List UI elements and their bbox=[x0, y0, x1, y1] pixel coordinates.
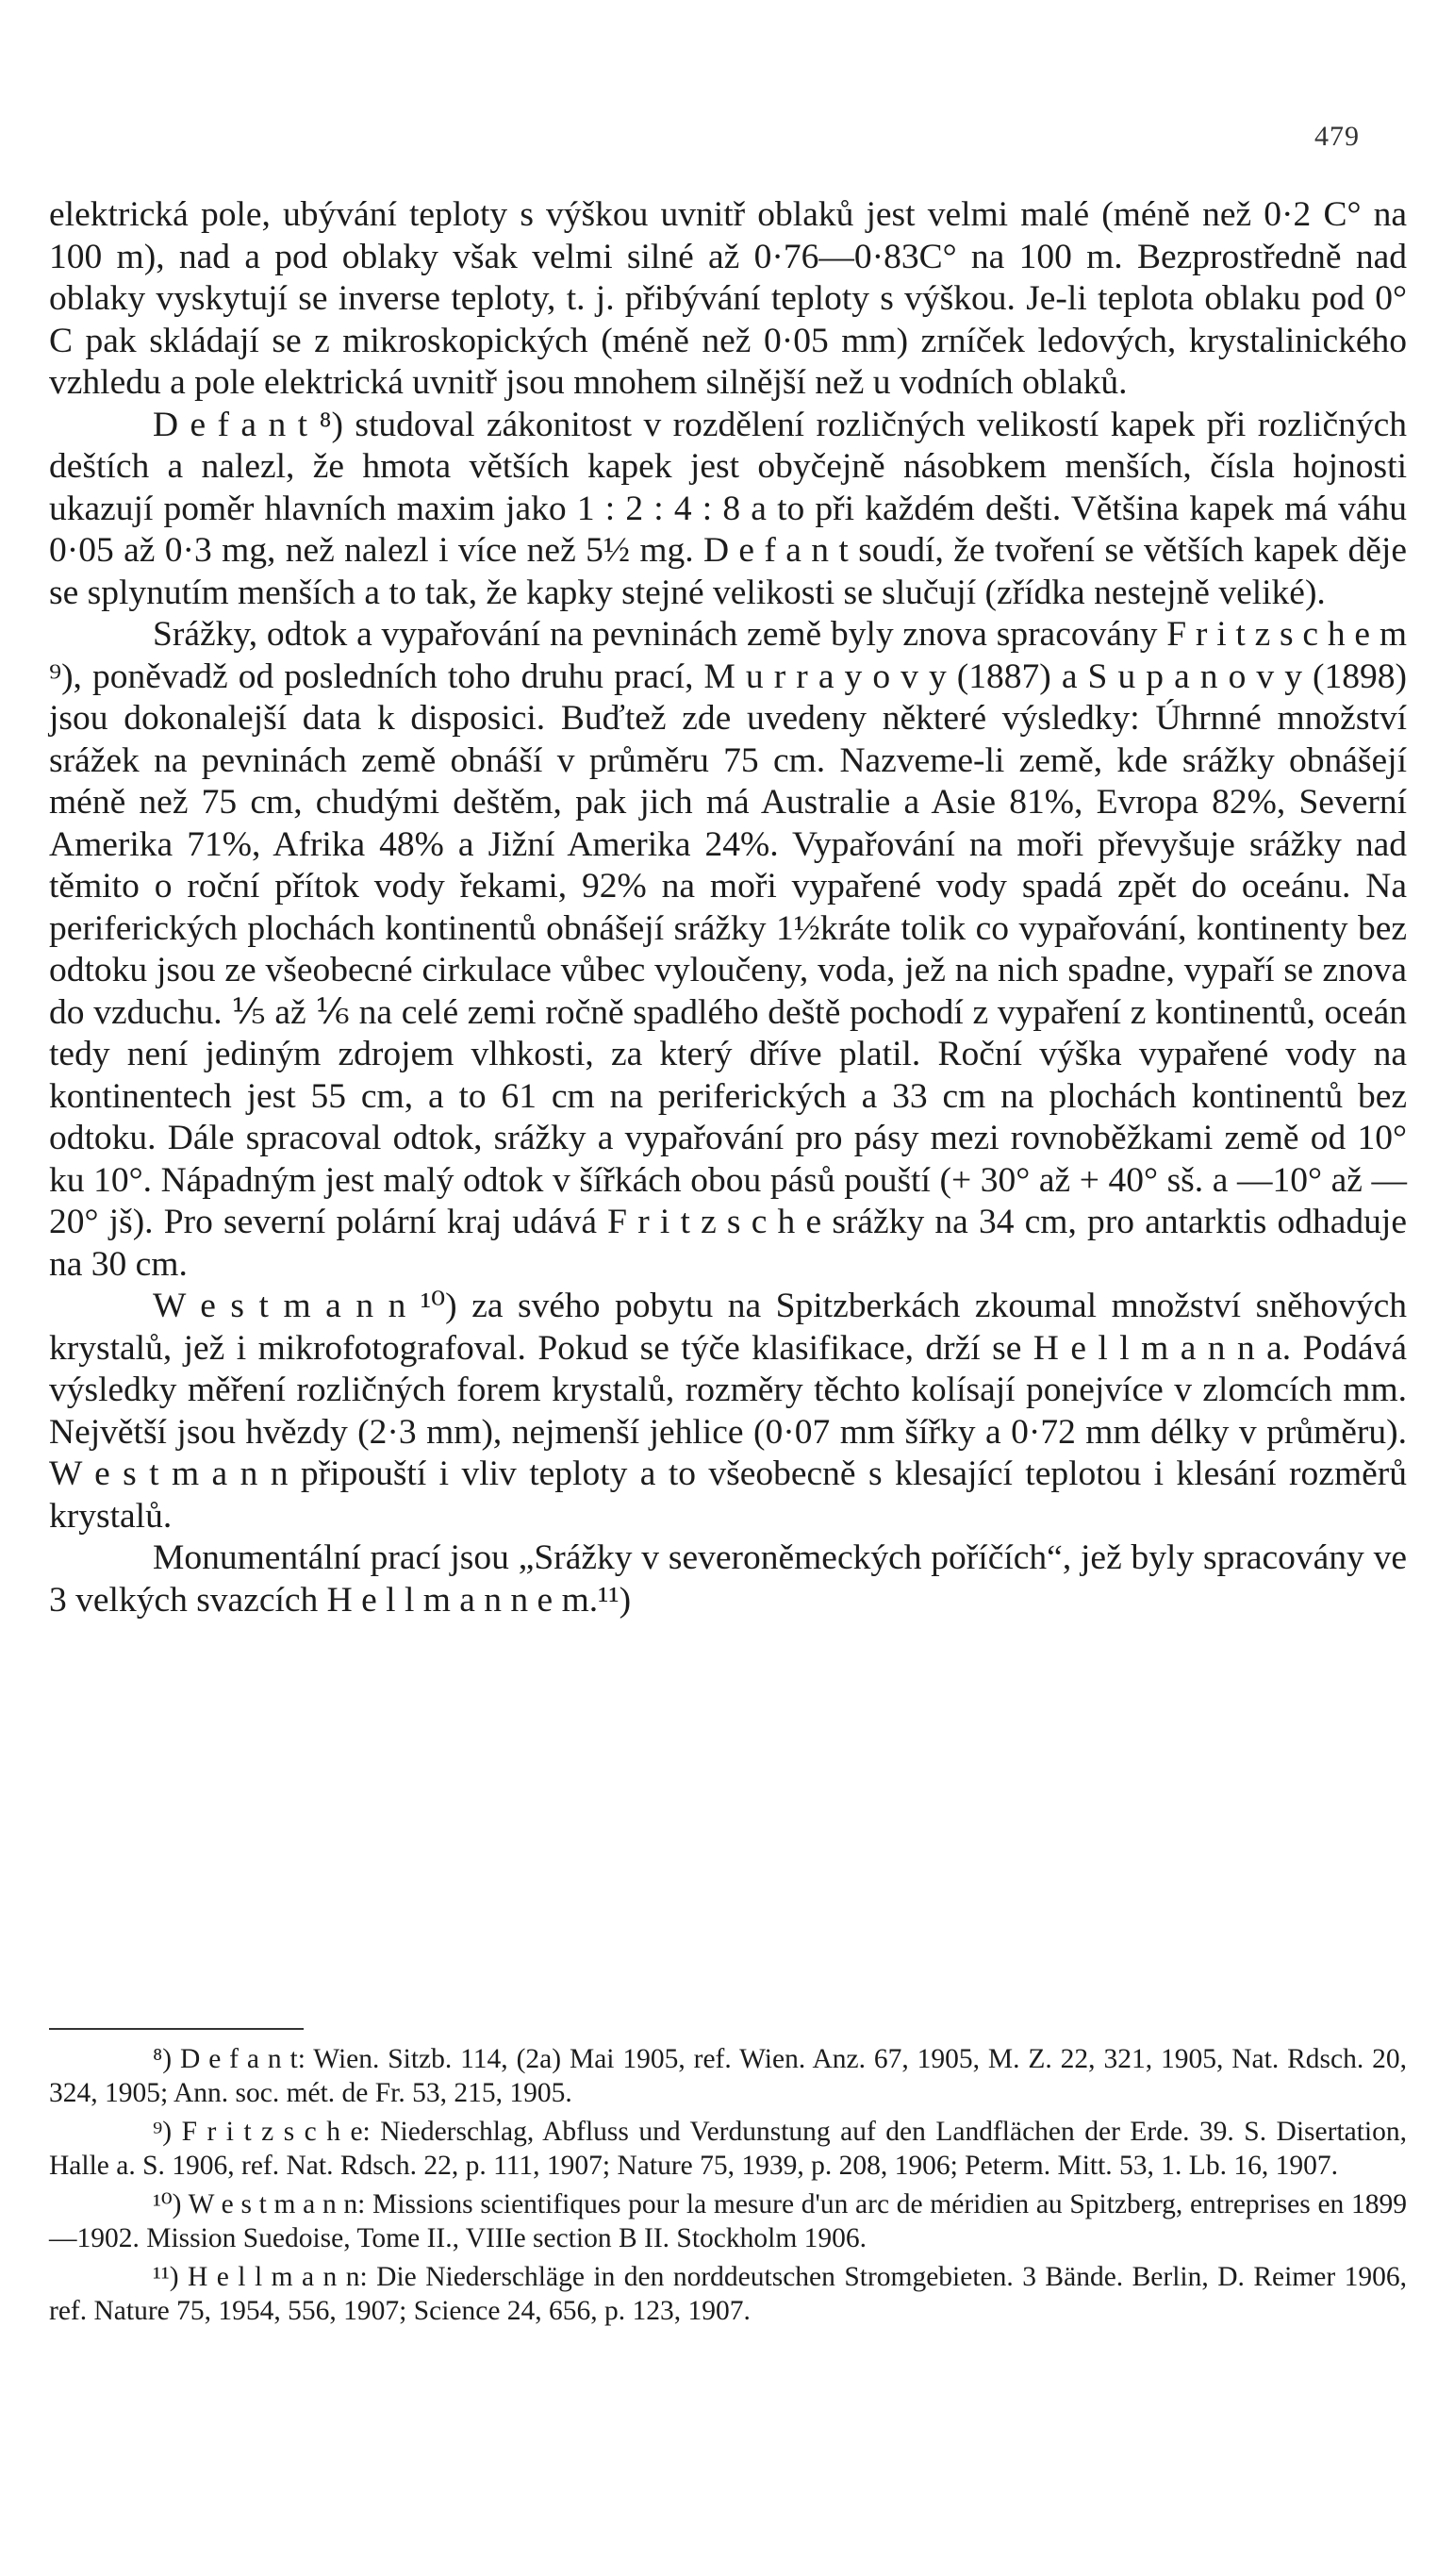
footnote-11: ¹¹) H e l l m a n n: Die Niederschläge in den norddeutschen Stromgebieten. 3 Bände. Berlin, D. Reimer 1906, ref. Nature 75, 1954, 556, 1907; Science 24, 656, p. 123, 1907. bbox=[49, 2262, 1407, 2326]
paragraph-3-fritzsche: Srážky, odtok a vypařování na pevninách země byly znova spracovány F r i t z s c h e m ⁹), poněvadž od posledních toho druhu prací, M u r r a y o v y (1887) a S u p a n o v y (1898) jsou dokonalejší data k disposici. Buďtež zde uvedeny některé výsledky: Úhrnné množství srážek na pevninách země obnáší v průměru 75 cm. Nazveme-li země, kde srážky obnášejí méně než 75 cm, chudými deštěm, pak jich má Australie a Asie 81%, Evropa 82%, Severní Amerika 71%, Afrika 48% a Jižní Amerika 24%. Vypařování na moři převyšuje srážky nad těmito o roční přítok vody řekami, 92% na moři vypařené vody spadá zpět do oceánu. Na periferických plochách kontinentů obnášejí srážky 1½kráte tolik co vypařování, kontinenty bez odtoku jsou ze všeobecné cirkulace vůbec vyloučeny, voda, jež na nich spadne, vypaří se znova do vzduchu. ⅕ až ⅙ na celé zemi ročně spadlého deště pochodí z vypaření z kontinentů, oceán tedy není jediným zdrojem vlhkosti, za který dříve platil. Roční výška vypařené vody na kontinentech jest 55 cm, a to 61 cm na periferických a 33 cm na plochách kontinentů bez odtoku. Dále spracoval odtok, srážky a vypařování pro pásy mezi rovnoběžkami země od 10° ku 10°. Nápadným jest malý odtok v šířkách obou pásů pouští (+ 30° až + 40° sš. a —10° až —20° jš). Pro severní polární kraj udává F r i t z s c h e srážky na 34 cm, pro antarktis odhaduje na 30 cm. bbox=[49, 615, 1407, 1284]
footnote-10: ¹⁰) W e s t m a n n: Missions scientifiques pour la mesure d'un arc de méridien au Spitzberg, entreprises en 1899—1902. Mission Suedoise, Tome II., VIIIe section B II. Stockholm 1906. bbox=[49, 2189, 1407, 2253]
footnote-9: ⁹) F r i t z s c h e: Niederschlag, Abfluss und Verdunstung auf den Landflächen der Erde. 39. S. Disertation, Halle a. S. 1906, ref. Nat. Rdsch. 22, p. 111, 1907; Nature 75, 1939, p. 208, 1906; Peterm. Mitt. 53, 1. Lb. 16, 1907. bbox=[49, 2117, 1407, 2181]
paragraph-4-westmann: W e s t m a n n ¹⁰) za svého pobytu na Spitzberkách zkoumal množství sněhových krystalů, jež i mikrofotografoval. Pokud se týče klasifikace, drží se H e l l m a n n a. Podává výsledky měření rozličných forem krystalů, rozměry těchto kolísají ponejvíce v zlomcích mm. Největší jsou hvězdy (2·3 mm), nejmenší jehlice (0·07 mm šířky a 0·72 mm délky v průměru). W e s t m a n n připouští i vliv teploty a to všeobecně s klesající teplotou i klesání rozměrů krystalů. bbox=[49, 1287, 1407, 1536]
footnote-8: ⁸) D e f a n t: Wien. Sitzb. 114, (2a) Mai 1905, ref. Wien. Anz. 67, 1905, M. Z. 22, 321, 1905, Nat. Rdsch. 20, 324, 1905; Ann. soc. mét. de Fr. 53, 215, 1905. bbox=[49, 2044, 1407, 2108]
footnote-divider bbox=[49, 2028, 304, 2030]
footnotes bbox=[49, 2043, 1407, 2328]
paragraph-2-defant: D e f a n t ⁸) studoval zákonitost v rozdělení rozličných velikostí kapek při rozličných deštích a nalezl, že hmota větších kapek jest obyčejně násobkem menších, čísla hojnosti ukazují poměr hlavních maxim jako 1 : 2 : 4 : 8 a to při každém dešti. Většina kapek má váhu 0·05 až 0·3 mg, než nalezl i více než 5½ mg. D e f a n t soudí, že tvoření se větších kapek děje se splynutím menších a to tak, že kapky stejné velikosti se slučují (zřídka nestejně veliké). bbox=[49, 405, 1407, 612]
paragraph-1: elektrická pole, ubývání teploty s výškou uvnitř oblaků jest velmi malé (méně než 0·2 C° na 100 m), nad a pod oblaky však velmi silné až 0·76—0·83C° na 100 m. Bezprostředně nad oblaky vyskytují se inverse teploty, t. j. přibývání teploty s výškou. Je-li teplota oblaku pod 0° C pak skládají se z mikroskopických (méně než 0·05 mm) zrníček ledových, krystalinického vzhledu a pole elektrická uvnitř jsou mnohem silnější než u vodních oblaků. bbox=[49, 195, 1407, 402]
paragraph-5-hellmann: Monumentální prací jsou „Srážky v severoněmeckých poříčích“, jež byly spracovány ve 3 velkých svazcích H e l l m a n n e m.¹¹) bbox=[49, 1538, 1407, 1620]
page-number: 479 bbox=[1314, 121, 1360, 152]
body-text bbox=[49, 194, 1407, 1621]
